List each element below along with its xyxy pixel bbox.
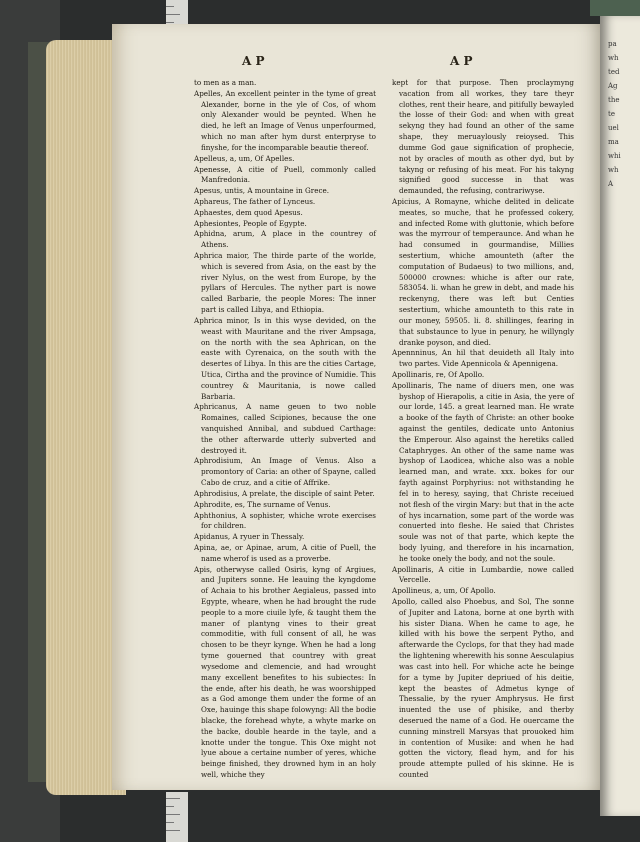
dictionary-entry: Aphidna, arum, A place in the countrey of Athens. <box>194 229 376 250</box>
running-head-left: A P <box>242 54 265 68</box>
dictionary-entry: Aphrodisium, An Image of Venus. Also a promontory of Caria: an other of Spayne, called Cabo de cruz, and a citie of Affrike. <box>194 456 376 488</box>
dictionary-entry: Aphaestes, dem quod Apesus. <box>194 207 303 217</box>
dictionary-entry: Apenesse, A citie of Puell, commonly called Manfredonia. <box>194 164 376 185</box>
scale-ruler-bottom <box>166 792 188 842</box>
dictionary-entry: Aphricanus, A name geuen to two noble Romaines, called Scipiones, because the one vanquished Annibal, and subdued Carthage: the other afterwarde utterly subverted and destroyed it. <box>194 402 376 455</box>
dictionary-entry: Apollinaris, re, Of Apollo. <box>392 369 485 379</box>
dictionary-entry: to men as a man. <box>194 78 257 87</box>
dictionary-entry: Apelles, An excellent peinter in the tyme of great Alexander, borne in the yle of Cos, of whom only Alexander would be peynted. When he died, he left an Image of Venus unperfourmed, which no man after hym durst enterpryse to finyshe, for the incomparable beautie thereof. <box>194 88 376 152</box>
text-column-left <box>194 78 376 781</box>
facing-page-fragment: the <box>608 96 620 104</box>
dictionary-entry: Aphareus, The father of Lynceus. <box>194 196 316 206</box>
facing-page-fragment: uel <box>608 124 619 132</box>
dictionary-entry: Apelleus, a, um, Of Apelles. <box>194 153 295 163</box>
dictionary-entry: Apesus, untis, A mountaine in Grece. <box>194 186 330 196</box>
facing-page-fragment: te <box>608 110 615 118</box>
dictionary-entry: Aphrodisius, A prelate, the disciple of saint Peter. <box>194 488 375 498</box>
dictionary-entry: Aphesiontes, People of Egypte. <box>194 218 307 228</box>
dictionary-entry: Apicius, A Romayne, whiche delited in delicate meates, so muche, that he professed cokery, and infected Rome with gluttonie, which before was the myrrour of temperaunce. And whan he had consumed in gourmandise, Millies sestertium, whiche amounteth (after the computation of Budaeus) to two millions, and, 500000 crownes: whiche is after our rate, 583054. li. whan he grew in debt, and made his reckenyng, there was left but Centies sestertium, whiche amounteth to this rate in our money, 59505. li. 8. shillinges, fearing in that substaunce to lyue in penury, he willyngly dranke poyson, and died. <box>392 196 574 347</box>
dictionary-entry: Aphrica minor, Is in this wyse devided, on the weast with Mauritane and the river Ampsaga, on the north with the sea Aphrican, on the easte with Cyrenaica, on the south with the desertes of Libya. In this are the cities Cartage, Utica, Cirtha and the province of Numidie. This countrey & Mauritania, is nowe called Barbaria. <box>194 315 376 401</box>
facing-page-fragment: whi <box>608 152 621 160</box>
dictionary-entry: Apidanus, A ryuer in Thessaly. <box>194 532 305 542</box>
text-column-right <box>392 78 574 781</box>
dictionary-entry: Apennninus, An hil that deuideth all Italy into two partes. Vide Apennicola & Apennigena. <box>392 348 574 369</box>
dictionary-entry: Apis, otherwyse called Osiris, kyng of Argiues, and Jupiters sonne. He leauing the kyngdome of Achaia to his brother Aegialeus, passed into Egypte, wheare, when he had brought the rude people to a more ciuile lyfe, & taught them the maner of plantyng vines to their great commoditie, with full consent of all, he was chosen to be theyr kynge. When he had a long tyme gouerned that countrey with great wysedome and clemencie, and had wrought many excellent benefites to his subiectes: In the ende, after his death, he was woorshipped as a God amonge them under the forme of an Oxe, hauinge this shape folowyng: All the bodie blacke, the forehead whyte, a whyte marke on the backe, double hearde in the tayle, and a knotte under the tongue. This Oxe might not lyue aboue a certaine number of yeres, whiche beinge finished, they drowned hym in an holy well, whiche they <box>194 564 376 779</box>
facing-page-edge <box>600 16 640 816</box>
facing-page-fragment: ma <box>608 138 619 146</box>
facing-page-fragment: ted <box>608 68 620 76</box>
facing-page-fragment: pa <box>608 40 617 48</box>
facing-page-fragment: wh <box>608 54 619 62</box>
dictionary-entry: Apollinaris, A citie in Lumbardie, nowe called Vercelle. <box>392 564 574 585</box>
facing-page-fragment: A <box>608 180 614 188</box>
dictionary-entry: Aphthonius, A sophister, whiche wrote exercises for children. <box>194 510 376 531</box>
cover-edge <box>590 0 640 16</box>
dictionary-entry: Apollinaris, The name of diuers men, one was byshop of Hierapolis, a citie in Asia, the yere of our lorde, 145. a great learned man. He wrate a booke of the fayth of Christe: an other booke against the gentiles, dedicate unto Antonius the Emperour. Also against the heretiks called Cataphryges. An other of the same name was byshop of Laodicea, whiche also was a noble learned man, and wrate. xxx. bokes for our fayth against Porphyrius: not withstanding he fel in to heresy, saying, that Christe receiued not flesh of the virgin Mary: but that in the acte of hys incarnation, some part of the worde was conuerted into fleshe. He saied that Christes soule was not of that parte, which kepte the body lyuing, and therefore in his incarnation, he tooke onely the body, and not the soule. <box>392 380 574 563</box>
dictionary-entry: Aphrodite, es, The surname of Venus. <box>194 499 331 509</box>
running-head-right: A P <box>450 54 473 68</box>
dictionary-entry: Apollo, called also Phoebus, and Sol, The sonne of Jupiter and Latona, borne at one byrth with his sister Diana. When he came to age, he killed with his bowe the serpent Pytho, and afterwarde the Cyclops, for that they had made the lightening wherewith his sonne Aesculapius was cast into hell. For whiche acte he beinge for a tyme by Jupiter depriued of his deitie, kept the beastes of Admetus kynge of Thessalie, by the ryuer Amphrysus. He first inuented the use of phisike, and therby deserued the name of a God. He ouercame the cunning minstrell Marsyas that prouoked him in contention of Musike: and when he had gotten the victory, flead hym, and for his proude attempte pulled of his skinne. He is counted <box>392 597 574 779</box>
facing-page-fragment: Ag <box>608 82 618 90</box>
dictionary-entry: Apina, ae, or Apinae, arum, A citie of Puell, the name wherof is used as a proverbe. <box>194 542 376 563</box>
dictionary-entry: Aphrica maior, The thirde parte of the worlde, which is severed from Asia, on the east by the river Nylus, on the west from Europe, by the pyllars of Hercules. The nyther part is nowe called Barbarie, the people Mores: The inner part is called Libya, and Ethiopia. <box>194 251 376 315</box>
facing-page-fragment: wh <box>608 166 619 174</box>
dictionary-entry: Apollineus, a, um, Of Apollo. <box>392 586 496 596</box>
dictionary-entry: kept for that purpose. Then proclaymyng vacation from all workes, they tare theyr clothes, rent their heare, and pitifully bewayled the losse of their God: and when with great sekyng they had found an other of the same shape, they meruaylously reioysed. This dumme God gaue signification of prophecie, not by oracles of mouth as other dyd, but by takyng or refusing of his meat. For his takyng signified good successe in that was demaunded, the refusing, contrariwyse. <box>392 78 574 196</box>
